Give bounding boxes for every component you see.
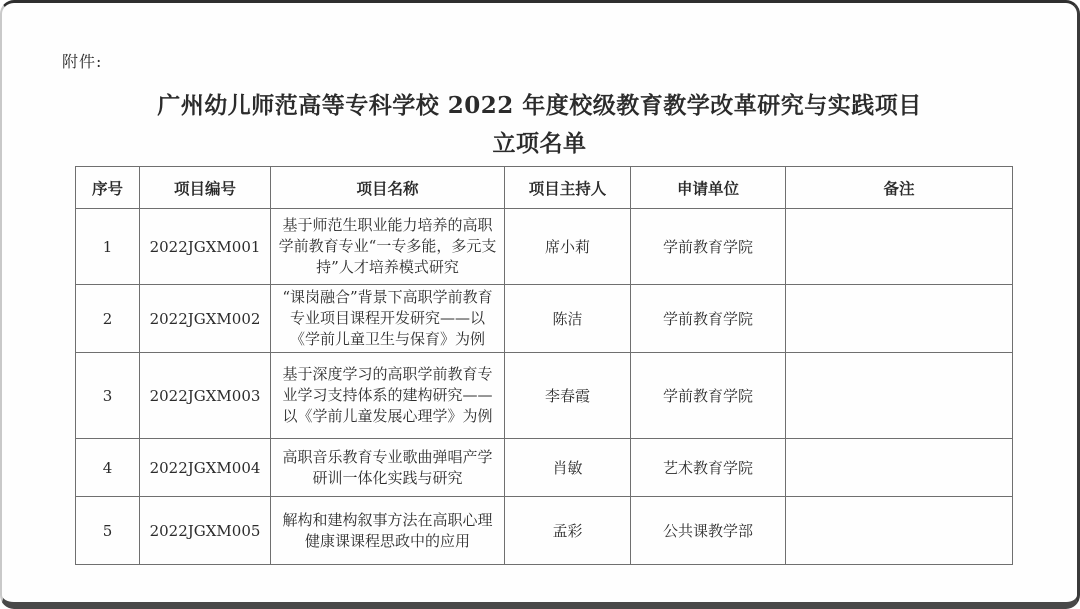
table-row [76, 285, 1013, 353]
document-body [2, 3, 1077, 602]
cell-project-leader: 孟彩 [505, 497, 631, 565]
cell-project-code: 2022JGXM001 [140, 209, 271, 285]
cell-remark [786, 439, 1013, 497]
header-project-name: 项目名称 [271, 167, 505, 209]
cell-project-name: “课岗融合”背景下高职学前教育专业项目课程开发研究——以《学前儿童卫生与保育》为例 [271, 285, 505, 353]
cell-project-name: 基于师范生职业能力培养的高职学前教育专业“一专多能，多元支持”人才培养模式研究 [271, 209, 505, 285]
cell-applicant-unit: 学前教育学院 [631, 285, 786, 353]
document-title [2, 87, 1077, 163]
cell-remark [786, 353, 1013, 439]
table-row [76, 209, 1013, 285]
table-row [76, 353, 1013, 439]
table-row [76, 497, 1013, 565]
cell-applicant-unit: 艺术教育学院 [631, 439, 786, 497]
cell-project-leader: 肖敏 [505, 439, 631, 497]
header-project-code: 项目编号 [140, 167, 271, 209]
table-header-row [76, 167, 1013, 209]
header-applicant-unit: 申请单位 [631, 167, 786, 209]
cell-applicant-unit: 公共课教学部 [631, 497, 786, 565]
header-project-leader: 项目主持人 [505, 167, 631, 209]
cell-remark [786, 285, 1013, 353]
cell-project-name: 高职音乐教育专业歌曲弹唱产学研训一体化实践与研究 [271, 439, 505, 497]
cell-project-leader: 李春霞 [505, 353, 631, 439]
cell-remark [786, 209, 1013, 285]
project-table [75, 166, 1013, 565]
cell-project-leader: 席小莉 [505, 209, 631, 285]
cell-project-code: 2022JGXM005 [140, 497, 271, 565]
cell-remark [786, 497, 1013, 565]
cell-project-code: 2022JGXM003 [140, 353, 271, 439]
attachment-label: 附件: [62, 52, 103, 71]
cell-index: 1 [76, 209, 140, 285]
cell-applicant-unit: 学前教育学院 [631, 209, 786, 285]
cell-project-code: 2022JGXM002 [140, 285, 271, 353]
cell-project-code: 2022JGXM004 [140, 439, 271, 497]
cell-index: 5 [76, 497, 140, 565]
cell-index: 4 [76, 439, 140, 497]
cell-applicant-unit: 学前教育学院 [631, 353, 786, 439]
title-line-2: 立项名单 [492, 130, 587, 157]
cell-index: 2 [76, 285, 140, 353]
cell-index: 3 [76, 353, 140, 439]
cell-project-name: 基于深度学习的高职学前教育专业学习支持体系的建构研究——以《学前儿童发展心理学》为例 [271, 353, 505, 439]
cell-project-name: 解构和建构叙事方法在高职心理健康课课程思政中的应用 [271, 497, 505, 565]
header-remark: 备注 [786, 167, 1013, 209]
table-row [76, 439, 1013, 497]
title-line-1: 广州幼儿师范高等专科学校 2022 年度校级教育教学改革研究与实践项目 [157, 92, 922, 119]
cell-project-leader: 陈洁 [505, 285, 631, 353]
header-index: 序号 [76, 167, 140, 209]
